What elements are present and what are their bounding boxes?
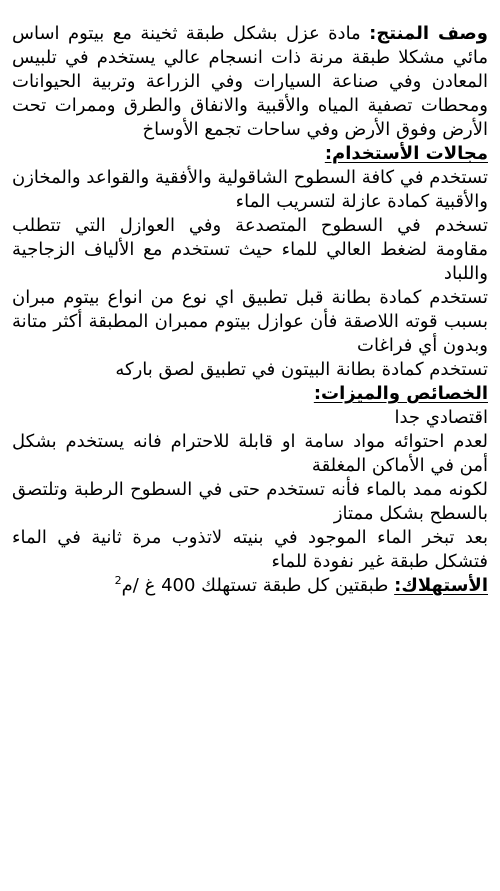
uses-item: تسخدم في السطوح المتصدعة وفي العوازل التي تتطلب مقاومة لضغط العالي للماء حيث تستخدم مع الألياف الزجاجية واللباد [12, 215, 488, 284]
features-item: لكونه ممد بالماء فأنه تستخدم حتى في السطوح الرطبة وتلتصق بالسطح بشكل ممتاز [12, 479, 488, 524]
product-description [12, 22, 488, 142]
uses-item: تستخدم كمادة بطانة البيتون في تطبيق لصق باركه [115, 359, 488, 380]
product-description-text: مادة عزل بشكل طبقة ثخينة مع بيتوم اساس مائي مشكلا طبقة مرنة ذات انسجام عالي يستخدم في تلبيس المعادن وفي صناعة السيارات وفي الزراعة وتربية الحيوانات ومحطات تصفية المياه والأقبية والانفاق والطرق وممرات تحت الأرض وفوق الأرض وفي ساحات تجمع الأوساخ [12, 23, 488, 140]
features-heading: الخصائص والميزات: [313, 383, 488, 404]
uses-item: تستخدم كمادة بطانة قبل تطبيق اي نوع من انواع بيتوم مبران بسبب قوته اللاصقة فأن عوازل بيتوم ممبران المطبقة أكثر متانة وبدون أي فراغات [12, 287, 488, 356]
features-item: لعدم احتوائه مواد سامة او قابلة للاحترام فانه يستخدم بشكل أمن في الأماكن المغلقة [12, 431, 488, 476]
consumption [12, 574, 488, 598]
consumption-heading: الأستهلاك: [394, 575, 488, 596]
features-item: بعد تبخر الماء الموجود في بنيته لاتذوب مرة ثانية في الماء فتشكل طبقة غير نفودة للماء [12, 527, 488, 572]
uses-item: تستخدم في كافة السطوح الشاقولية والأفقية والقواعد والمخازن والأقبية كمادة عازلة لتسريب الماء [12, 167, 488, 212]
uses-heading: مجالات الأستخدام: [324, 143, 488, 164]
document-page [12, 22, 488, 598]
consumption-text: طبقتين كل طبقة تستهلك 400 غ /م [121, 575, 389, 596]
features-item: اقتصادي جدا [394, 407, 488, 428]
consumption-superscript: 2 [114, 574, 122, 587]
product-description-heading: وصف المنتج: [369, 23, 488, 44]
